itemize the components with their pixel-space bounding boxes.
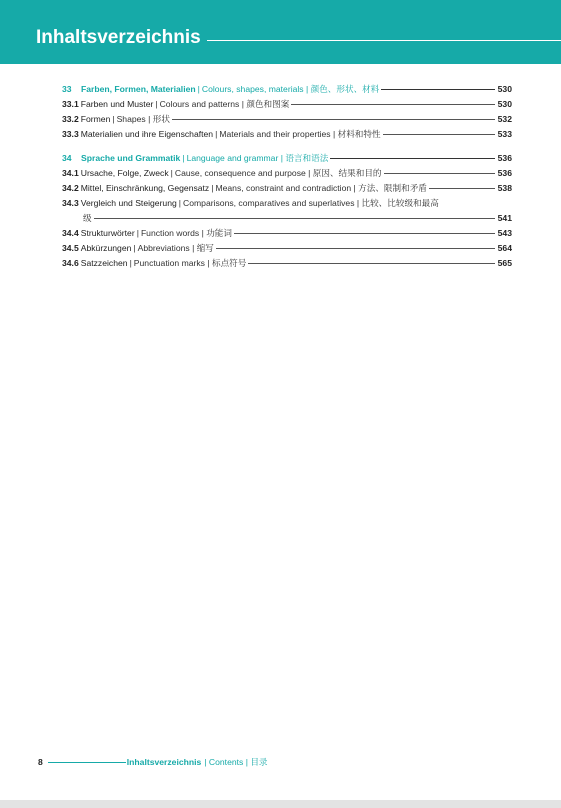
toc-title-translations: Cause, consequence and purpose | 原因、结果和目的 — [174, 168, 382, 178]
toc-entry-34-6[interactable]: 34.6 Satzzeichen | Punctuation marks | 标点符号 565 — [62, 256, 512, 271]
toc-entry-33-1[interactable]: 33.1 Farben und Muster | Colours and patterns | 颜色和图案 530 — [62, 97, 512, 112]
toc-page: 543 — [497, 228, 512, 238]
toc-number: 33 — [62, 84, 72, 94]
toc-leader — [429, 188, 495, 189]
toc-entry-34-2[interactable]: 34.2 Mittel, Einschränkung, Gegensatz | Means, constraint and contradiction | 方法、限制和矛盾 538 — [62, 181, 512, 196]
toc-number: 34.3 — [62, 198, 79, 208]
toc-section-34[interactable]: 34 Sprache und Grammatik | Language and grammar | 语言和语法 536 — [62, 151, 512, 166]
toc-entry-34-3-continued[interactable] — [62, 211, 512, 226]
toc-number: 34 — [62, 153, 72, 163]
page-footer — [38, 756, 268, 768]
toc-entry-34-5[interactable]: 34.5 Abkürzungen | Abbreviations | 缩写 564 — [62, 241, 512, 256]
toc-leader — [216, 248, 495, 249]
toc-page: 538 — [497, 183, 512, 193]
toc-page: 564 — [497, 243, 512, 253]
toc-title-translations: Colours, shapes, materials | 颜色、形状、材料 — [201, 84, 380, 94]
toc-leader — [383, 134, 495, 135]
toc-title-translations: Abbreviations | 缩写 — [137, 243, 214, 253]
toc-page: 565 — [497, 258, 512, 268]
footer-subtitle: | Contents | 目录 — [204, 757, 268, 767]
toc-page: 536 — [497, 168, 512, 178]
toc-title-de: Strukturwörter — [80, 228, 135, 238]
toc-page: 533 — [497, 129, 512, 139]
toc-title-de: Vergleich und Steigerung — [80, 198, 177, 208]
footer-page-number: 8 — [38, 757, 43, 767]
bottom-band — [0, 800, 561, 808]
toc-page: 536 — [497, 153, 512, 163]
toc-title-translations: Materials and their properties | 材料和特性 — [219, 129, 381, 139]
toc-entry-34-1[interactable]: 34.1 Ursache, Folge, Zweck | Cause, consequence and purpose | 原因、结果和目的 536 — [62, 166, 512, 181]
toc-number: 33.1 — [62, 99, 79, 109]
toc-entry-34-4[interactable]: 34.4 Strukturwörter | Function words | 功能词 543 — [62, 226, 512, 241]
toc-leader — [330, 158, 494, 159]
toc-number: 34.1 — [62, 168, 79, 178]
toc-entry-33-3[interactable]: 33.3 Materialien und ihre Eigenschaften | Materials and their properties | 材料和特性 533 — [62, 127, 512, 142]
toc-page: 532 — [497, 114, 512, 124]
toc-number: 34.4 — [62, 228, 79, 238]
toc-section-33[interactable]: 33 Farben, Formen, Materialien | Colours, shapes, materials | 颜色、形状、材料 530 — [62, 82, 512, 97]
header-band — [0, 0, 561, 64]
toc-leader — [172, 119, 495, 120]
toc-title-translations: Comparisons, comparatives and superlatives | 比较、比较级和最高 — [183, 198, 439, 208]
toc-title-de: Abkürzungen — [80, 243, 132, 253]
toc-leader — [234, 233, 495, 234]
toc-title-translations: Function words | 功能词 — [140, 228, 232, 238]
toc-number: 34.2 — [62, 183, 79, 193]
toc-title-wrap: 级 — [83, 213, 92, 223]
toc-title-translations: Punctuation marks | 标点符号 — [133, 258, 247, 268]
footer-title: Inhaltsverzeichnis — [126, 757, 202, 767]
toc-leader — [291, 104, 494, 105]
table-of-contents — [62, 82, 512, 271]
toc-title-de: Formen — [80, 114, 111, 124]
toc-title-de: Farben, Formen, Materialien — [81, 84, 196, 94]
toc-number: 34.5 — [62, 243, 79, 253]
toc-title-de: Sprache und Grammatik — [81, 153, 181, 163]
toc-leader — [384, 173, 495, 174]
toc-title-de: Materialien und ihre Eigenschaften — [80, 129, 214, 139]
toc-title-translations: Means, constraint and contradiction | 方法、限制和矛盾 — [215, 183, 427, 193]
toc-number: 34.6 — [62, 258, 79, 268]
toc-number: 33.3 — [62, 129, 79, 139]
toc-page: 541 — [497, 213, 512, 223]
toc-title-translations: Language and grammar | 语言和语法 — [186, 153, 329, 163]
toc-title-translations: Shapes | 形状 — [116, 114, 170, 124]
toc-title-de: Mittel, Einschränkung, Gegensatz — [80, 183, 210, 193]
header-rule — [207, 40, 561, 41]
page-title: Inhaltsverzeichnis — [36, 27, 201, 48]
toc-title-de: Ursache, Folge, Zweck — [80, 168, 169, 178]
toc-title-translations: Colours and patterns | 颜色和图案 — [159, 99, 290, 109]
toc-page: 530 — [497, 99, 512, 109]
footer-rule — [48, 762, 126, 763]
toc-number: 33.2 — [62, 114, 79, 124]
toc-entry-33-2[interactable]: 33.2 Formen | Shapes | 形状 532 — [62, 112, 512, 127]
toc-title-de: Satzzeichen — [80, 258, 128, 268]
toc-title-de: Farben und Muster — [80, 99, 154, 109]
toc-leader — [94, 218, 495, 219]
toc-entry-34-3[interactable]: 34.3 Vergleich und Steigerung | Comparisons, comparatives and superlatives | 比较、比较级和最高 — [62, 196, 512, 211]
toc-page: 530 — [497, 84, 512, 94]
toc-leader — [381, 89, 494, 90]
toc-leader — [248, 263, 494, 264]
